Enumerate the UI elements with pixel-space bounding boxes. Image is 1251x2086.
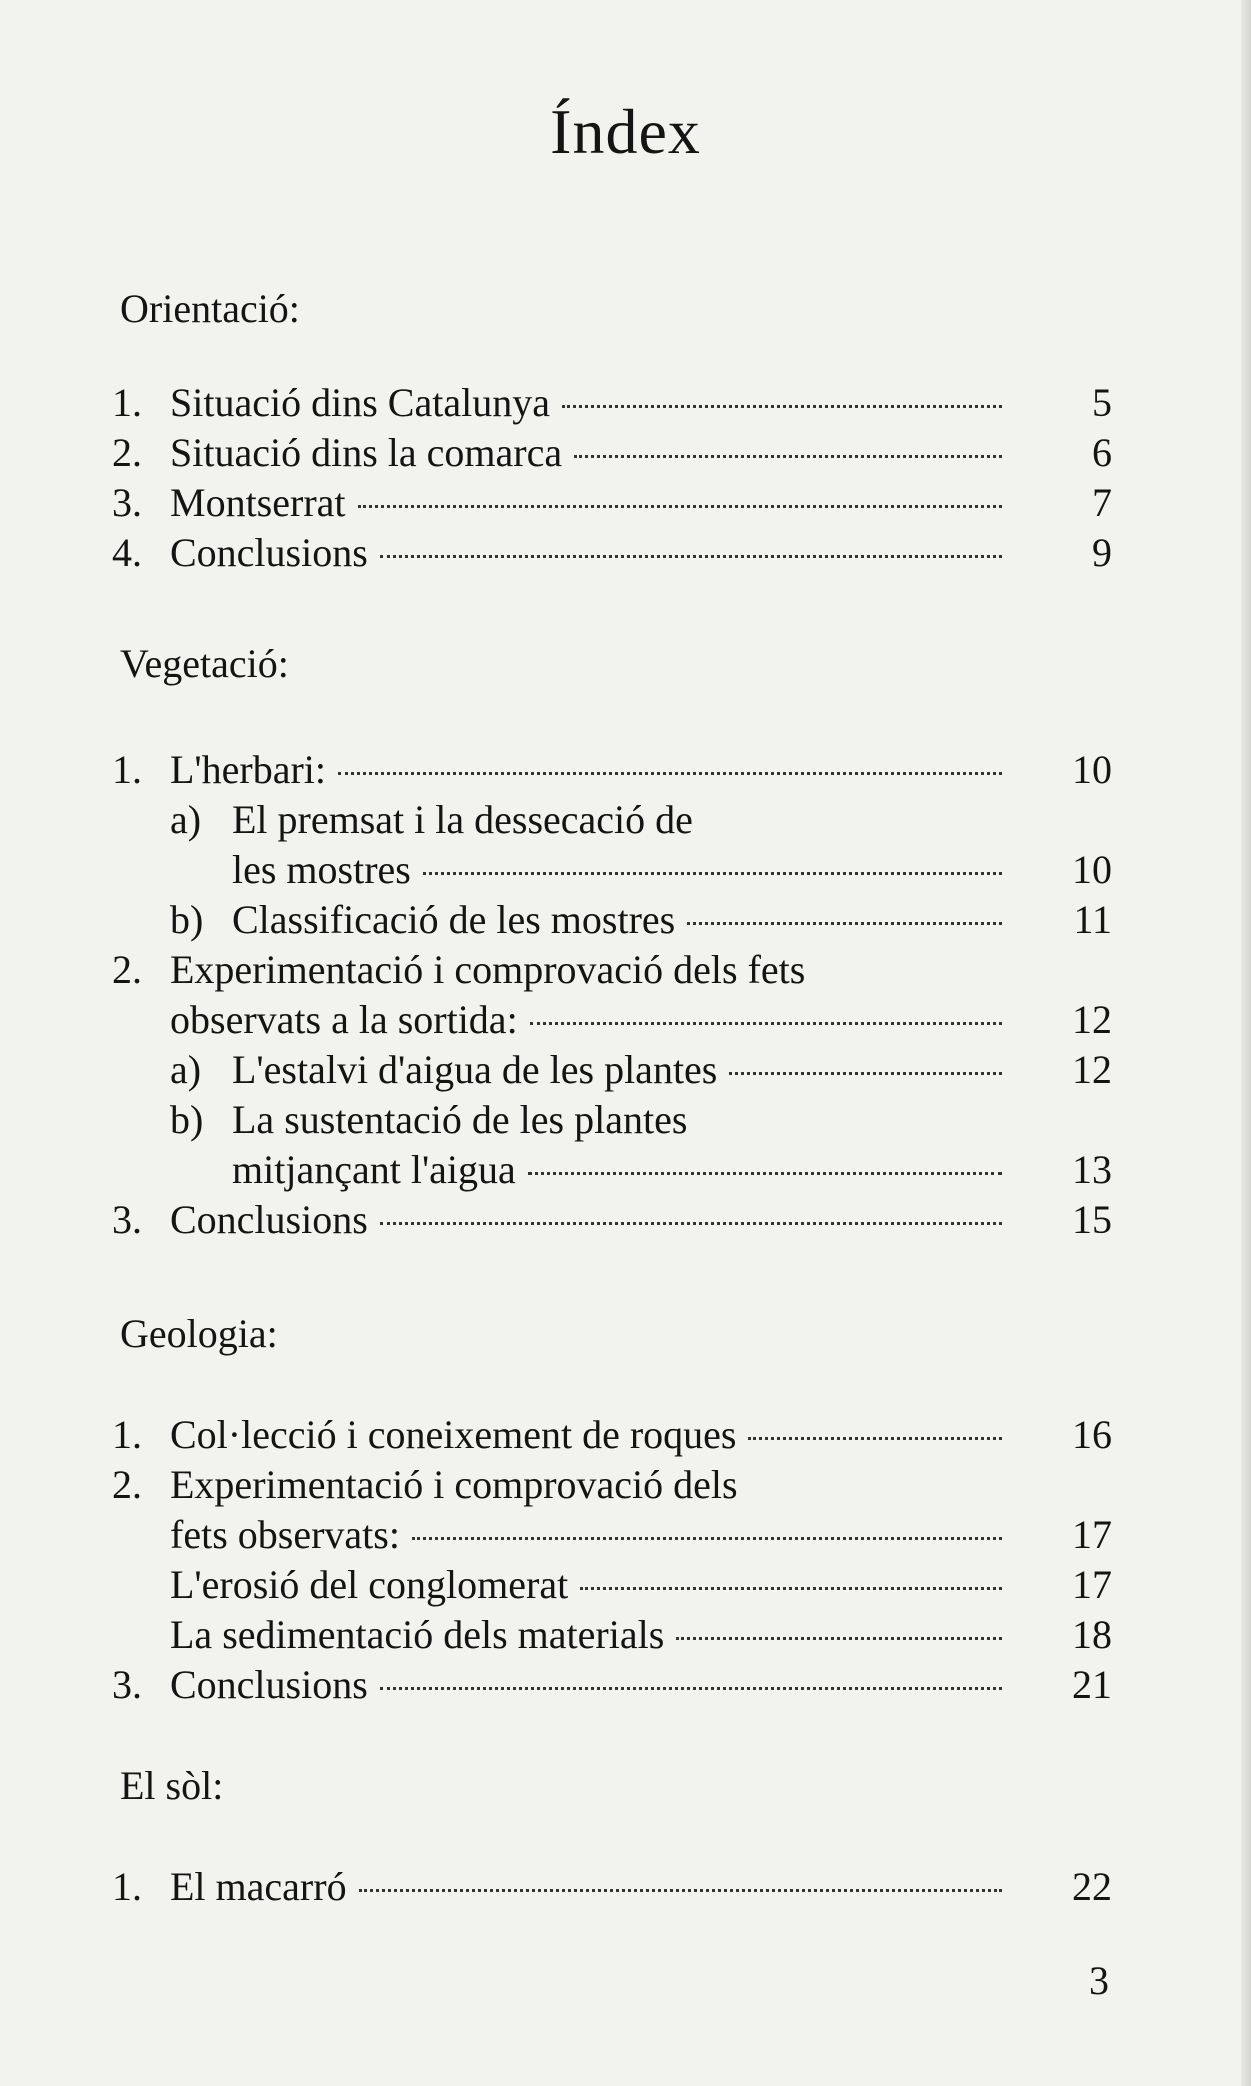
toc-entry: [112, 795, 1112, 845]
entry-page: 10: [1072, 747, 1112, 792]
entry-number: 2.: [112, 430, 142, 475]
entry-label: Conclusions: [170, 1662, 368, 1707]
toc-entry: [112, 1145, 1112, 1195]
entry-label: Montserrat: [170, 480, 346, 525]
entry-label: El macarró: [170, 1864, 347, 1909]
entry-letter: b): [170, 897, 204, 942]
entry-label: observats a la sortida:: [170, 997, 518, 1042]
section-heading-el-sol: El sòl:: [120, 1763, 224, 1808]
leader-dots: [530, 1022, 1002, 1025]
toc-entry: [112, 378, 1112, 428]
toc-entry: [112, 945, 1112, 995]
toc-entry: [112, 1560, 1112, 1610]
entry-label: L'estalvi d'aigua de les plantes: [232, 1047, 718, 1092]
entry-label: L'erosió del conglomerat: [170, 1562, 569, 1607]
entry-page: 21: [1072, 1662, 1112, 1707]
leader-dots: [574, 455, 1002, 458]
entry-number: 2.: [112, 1462, 142, 1507]
leader-dots: [676, 1637, 1002, 1640]
entry-number: 4.: [112, 530, 142, 575]
entry-label: L'herbari:: [170, 747, 327, 792]
entry-label: Col·lecció i coneixement de roques: [170, 1412, 737, 1457]
entry-page: 7: [1092, 480, 1112, 525]
leader-dots: [380, 1222, 1002, 1225]
entry-number: 1.: [112, 747, 142, 792]
entry-number: 1.: [112, 1864, 142, 1909]
entry-label: Experimentació i comprovació dels fets: [170, 947, 806, 992]
entry-page: 5: [1092, 380, 1112, 425]
entry-label: Conclusions: [170, 1197, 368, 1242]
entry-page: 12: [1072, 997, 1112, 1042]
entry-page: 9: [1092, 530, 1112, 575]
toc-entry: [112, 1410, 1112, 1460]
entry-label: Experimentació i comprovació dels: [170, 1462, 738, 1507]
entry-number: 1.: [112, 380, 142, 425]
toc-entry: [112, 845, 1112, 895]
toc-el-sol: [112, 1862, 1112, 1912]
toc-entry: [112, 1862, 1112, 1912]
entry-page: 18: [1072, 1612, 1112, 1657]
entry-label: El premsat i la dessecació de: [232, 797, 693, 842]
entry-number: 3.: [112, 480, 142, 525]
entry-page: 22: [1072, 1864, 1112, 1909]
entry-number: 1.: [112, 1412, 142, 1457]
leader-dots: [423, 872, 1002, 875]
entry-page: 12: [1072, 1047, 1112, 1092]
entry-label: Situació dins Catalunya: [170, 380, 550, 425]
entry-page: 11: [1073, 897, 1112, 942]
entry-page: 13: [1072, 1147, 1112, 1192]
toc-entry: [112, 1460, 1112, 1510]
leader-dots: [412, 1537, 1002, 1540]
toc-entry: [112, 1610, 1112, 1660]
entry-page: 15: [1072, 1197, 1112, 1242]
entry-label: Conclusions: [170, 530, 368, 575]
entry-page: 6: [1092, 430, 1112, 475]
section-heading-vegetacio: Vegetació:: [120, 641, 289, 686]
toc-entry: [112, 528, 1112, 578]
leader-dots: [729, 1072, 1002, 1075]
leader-dots: [380, 555, 1002, 558]
toc-entry: [112, 1660, 1112, 1710]
page-number: 3: [1089, 1958, 1109, 2003]
page-title: Índex: [550, 96, 701, 167]
leader-dots: [380, 1687, 1002, 1690]
entry-number: 2.: [112, 947, 142, 992]
entry-letter: a): [170, 1047, 202, 1092]
leader-dots: [580, 1587, 1002, 1590]
toc-entry: [112, 428, 1112, 478]
leader-dots: [687, 922, 1002, 925]
leader-dots: [359, 1889, 1002, 1892]
entry-label: Situació dins la comarca: [170, 430, 563, 475]
entry-page: 17: [1072, 1512, 1112, 1557]
entry-label: Classificació de les mostres: [232, 897, 676, 942]
toc-geologia: [112, 1410, 1112, 1710]
toc-orientacio: [112, 378, 1112, 578]
leader-dots: [748, 1437, 1002, 1440]
toc-entry: [112, 995, 1112, 1045]
entry-label: mitjançant l'aigua: [232, 1147, 516, 1192]
entry-page: 17: [1072, 1562, 1112, 1607]
toc-entry: [112, 1045, 1112, 1095]
entry-label: La sedimentació dels materials: [170, 1612, 665, 1657]
toc-entry: [112, 478, 1112, 528]
entry-letter: a): [170, 797, 202, 842]
entry-label: fets observats:: [170, 1512, 400, 1557]
entry-page: 16: [1072, 1412, 1112, 1457]
toc-entry: [112, 1510, 1112, 1560]
entry-letter: b): [170, 1097, 204, 1142]
section-heading-orientacio: Orientació:: [120, 286, 300, 331]
section-heading-geologia: Geologia:: [120, 1311, 278, 1356]
entry-number: 3.: [112, 1197, 142, 1242]
toc-entry: [112, 1195, 1112, 1245]
entry-label: La sustentació de les plantes: [232, 1097, 688, 1142]
leader-dots: [562, 405, 1002, 408]
page-edge: [1241, 0, 1251, 2086]
entry-page: 10: [1072, 847, 1112, 892]
toc-entry: [112, 1095, 1112, 1145]
entry-label: les mostres: [232, 847, 411, 892]
toc-vegetacio: [112, 745, 1112, 1245]
entry-number: 3.: [112, 1662, 142, 1707]
toc-entry: [112, 895, 1112, 945]
leader-dots: [528, 1172, 1002, 1175]
leader-dots: [358, 505, 1002, 508]
toc-entry: [112, 745, 1112, 795]
leader-dots: [338, 772, 1002, 775]
